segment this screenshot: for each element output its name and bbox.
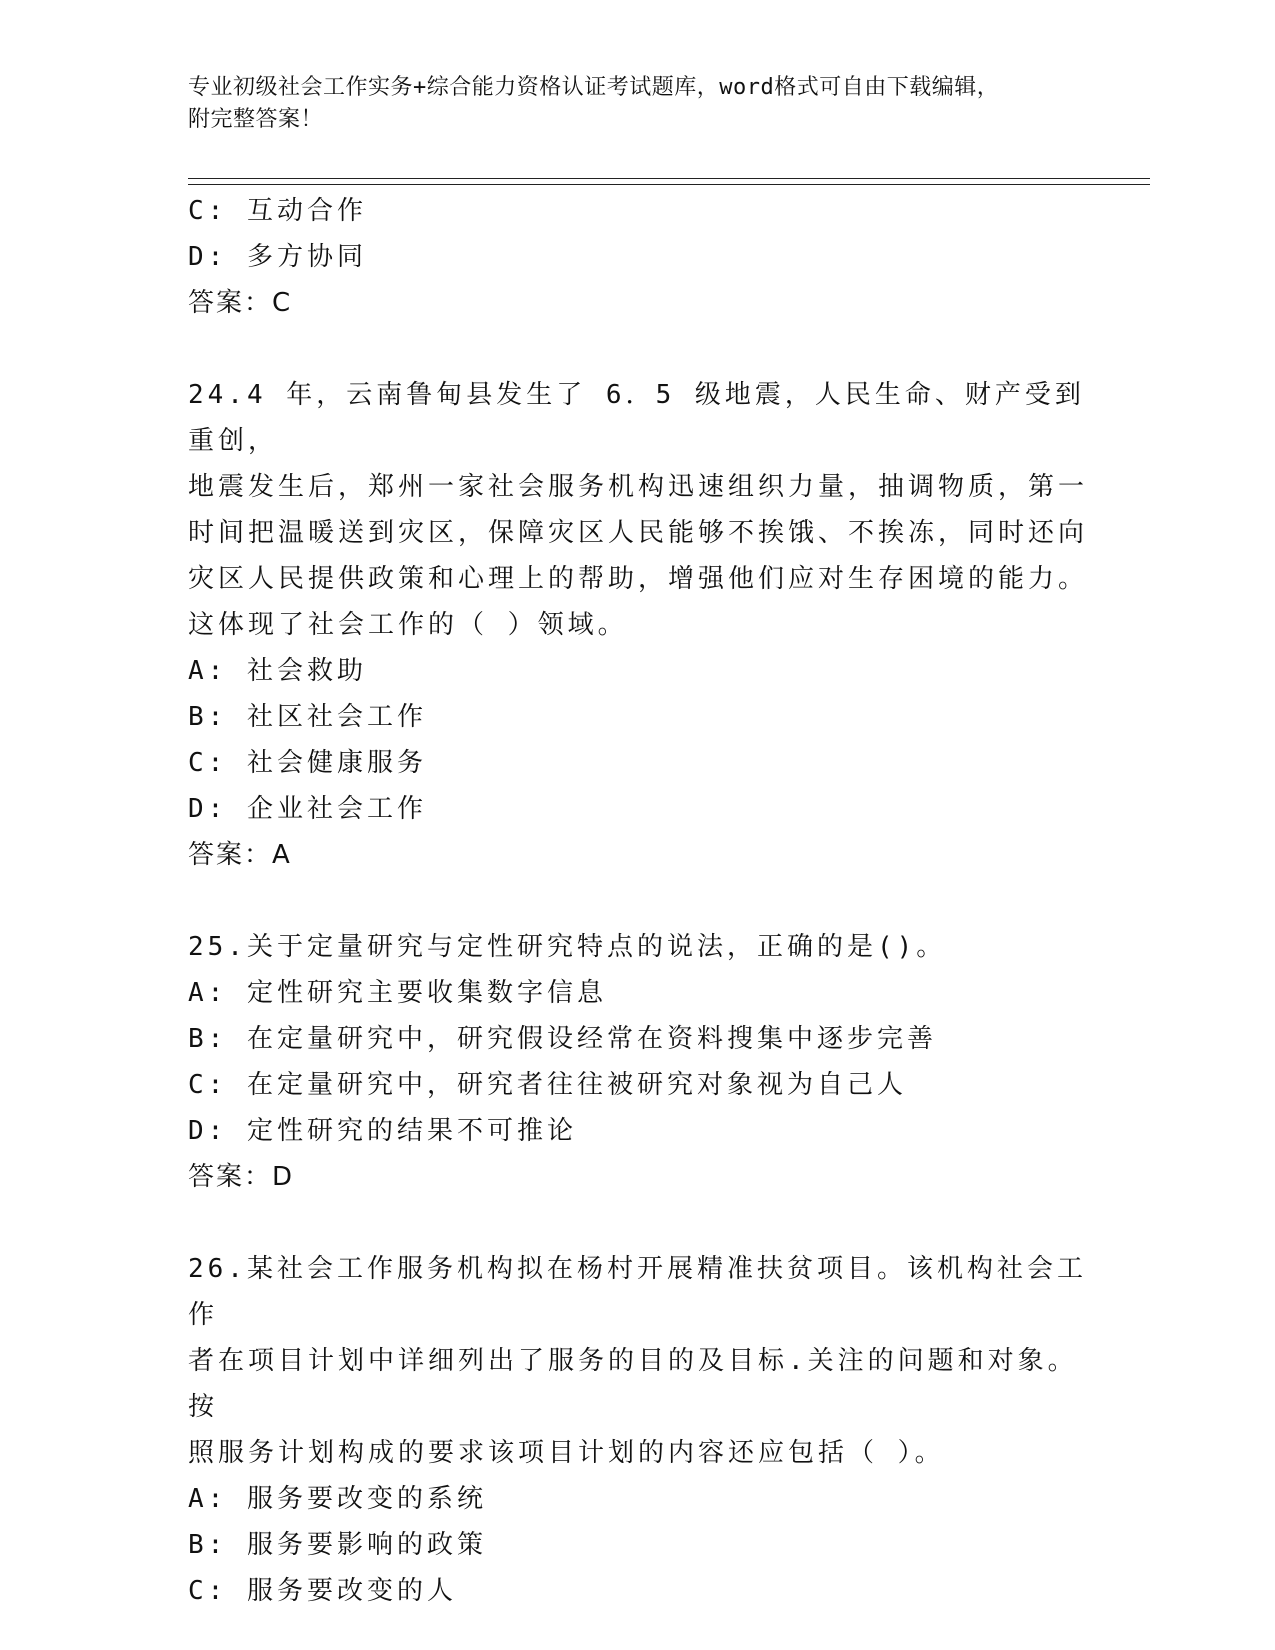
previous-question-tail [188, 188, 1088, 326]
header-line-2: 附完整答案！ [188, 107, 324, 132]
header-line-1: 专业初级社会工作实务+综合能力资格认证考试题库，word格式可自由下载编辑， [188, 75, 1000, 100]
option-a: A: 服务要改变的系统 [188, 1484, 487, 1514]
question-text: 25.关于定量研究与定性研究特点的说法，正确的是()。 [188, 932, 947, 962]
option-b: B: 服务要影响的政策 [188, 1530, 487, 1560]
question-26 [188, 1246, 1088, 1614]
question-text: 24.4 年，云南鲁甸县发生了 6．5 级地震，人民生命、财产受到重创， 地震发生后，郑州一家社会服务机构迅速组织力量，抽调物质，第一 时间把温暖送到灾区，保障灾区人民能够不挨饿、不挨冻，同时还向 灾区人民提供政策和心理上的帮助，增强他们应对生存困境的能力。 这体现了社会工作的（ ）领域。 [188, 380, 1089, 640]
spacer [188, 326, 1088, 372]
question-text: 26.某社会工作服务机构拟在杨村开展精准扶贫项目。该机构社会工作 者在项目计划中详细列出了服务的目的及目标.关注的问题和对象。按 照服务计划构成的要求该项目计划的内容还应包括（ ）。 [188, 1254, 1087, 1468]
option-d: D: 多方协同 [188, 242, 367, 272]
option-c: C: 服务要改变的人 [188, 1576, 457, 1606]
option-d: D: 企业社会工作 [188, 794, 427, 824]
option-b: B: 社区社会工作 [188, 702, 427, 732]
answer-line: 答案：C [188, 288, 293, 318]
spacer [188, 1200, 1088, 1246]
option-c: C: 在定量研究中，研究者往往被研究对象视为自己人 [188, 1070, 907, 1100]
answer-line: 答案：A [188, 840, 292, 870]
option-c: C: 社会健康服务 [188, 748, 427, 778]
option-b: B: 在定量研究中，研究假设经常在资料搜集中逐步完善 [188, 1024, 937, 1054]
page-header [188, 72, 1088, 136]
document-body [188, 188, 1088, 1614]
option-c: C: 互动合作 [188, 196, 367, 226]
header-divider [188, 178, 1150, 185]
option-a: A: 定性研究主要收集数字信息 [188, 978, 607, 1008]
question-25 [188, 924, 1088, 1200]
spacer [188, 878, 1088, 924]
answer-line: 答案：D [188, 1162, 295, 1192]
option-a: A: 社会救助 [188, 656, 367, 686]
question-24 [188, 372, 1088, 878]
option-d: D: 定性研究的结果不可推论 [188, 1116, 577, 1146]
